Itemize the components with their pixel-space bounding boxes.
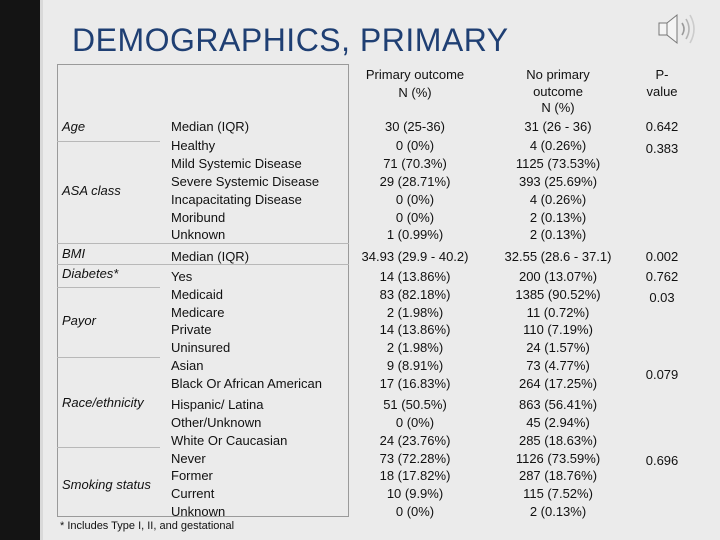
row-primary-value: 83 (82.18%) xyxy=(379,287,451,302)
no-primary-header-line1: No primary xyxy=(526,67,590,82)
row-item: Never xyxy=(171,451,206,466)
primary-header-line1: Primary outcome xyxy=(365,67,465,82)
row-item: Medicaid xyxy=(171,287,224,302)
row-no-primary-value: 285 (18.63%) xyxy=(518,433,598,448)
pvalue-header-line1: P- xyxy=(655,67,669,82)
row-no-primary-value: 264 (17.25%) xyxy=(518,376,598,391)
speaker-icon[interactable] xyxy=(655,10,705,50)
pvalue-race-ethnicity: 0.079 xyxy=(645,367,679,382)
accent-line xyxy=(40,0,43,540)
row-item: Asian xyxy=(171,358,204,373)
pvalue-asa-class: 0.383 xyxy=(645,141,679,156)
row-primary-value: 30 (25-36) xyxy=(385,119,445,134)
row-item: Incapacitating Disease xyxy=(171,192,302,207)
row-no-primary-value: 2 (0.13%) xyxy=(529,210,587,225)
row-primary-value: 34.93 (29.9 - 40.2) xyxy=(361,249,469,264)
row-primary-value: 18 (17.82%) xyxy=(379,468,451,483)
row-no-primary-value: 110 (7.19%) xyxy=(523,322,593,337)
row-no-primary-value: 1125 (73.53%) xyxy=(515,156,601,171)
row-item: Other/Unknown xyxy=(171,415,262,430)
row-item: Healthy xyxy=(171,138,216,153)
row-primary-value: 17 (16.83%) xyxy=(379,376,451,391)
group-divider xyxy=(57,447,160,448)
row-primary-value: 51 (50.5%) xyxy=(383,397,447,412)
group-label-payor: Payor xyxy=(62,313,96,328)
group-divider xyxy=(57,141,160,142)
group-label-bmi: BMI xyxy=(62,246,86,261)
row-primary-value: 14 (13.86%) xyxy=(379,269,451,284)
row-item: Median (IQR) xyxy=(171,119,250,134)
pvalue-payor: 0.03 xyxy=(649,290,675,305)
row-no-primary-value: 287 (18.76%) xyxy=(518,468,598,483)
group-label-race-ethnicity: Race/ethnicity xyxy=(62,395,144,410)
row-no-primary-value: 24 (1.57%) xyxy=(526,340,590,355)
row-item: Private xyxy=(171,322,212,337)
row-item: Hispanic/ Latina xyxy=(171,397,264,412)
row-no-primary-value: 393 (25.69%) xyxy=(518,174,598,189)
pvalue-diabetes: 0.762 xyxy=(645,269,679,284)
row-primary-value: 10 (9.9%) xyxy=(386,486,444,501)
row-primary-value: 1 (0.99%) xyxy=(386,227,444,242)
row-primary-value: 73 (72.28%) xyxy=(379,451,451,466)
row-primary-value: 0 (0%) xyxy=(395,210,435,225)
row-no-primary-value: 2 (0.13%) xyxy=(529,227,587,242)
pvalue-header-line2: value xyxy=(646,84,678,99)
row-item: Former xyxy=(171,468,213,483)
primary-header-line2: N (%) xyxy=(398,85,432,100)
row-no-primary-value: 32.55 (28.6 - 37.1) xyxy=(504,249,612,264)
row-primary-value: 0 (0%) xyxy=(395,415,435,430)
row-item: Severe Systemic Disease xyxy=(171,174,320,189)
group-label-diabetes: Diabetes* xyxy=(62,266,119,281)
row-no-primary-value: 863 (56.41%) xyxy=(518,397,598,412)
slide-title: DEMOGRAPHICS, PRIMARY xyxy=(72,22,509,58)
row-no-primary-value: 73 (4.77%) xyxy=(526,358,590,373)
group-divider xyxy=(57,357,160,358)
row-no-primary-value: 45 (2.94%) xyxy=(526,415,590,430)
pvalue-age: 0.642 xyxy=(645,119,679,134)
pvalue-smoking-status: 0.696 xyxy=(645,453,679,468)
row-primary-value: 2 (1.98%) xyxy=(386,340,444,355)
row-no-primary-value: 200 (13.07%) xyxy=(518,269,598,284)
no-primary-header-line3: N (%) xyxy=(541,100,575,115)
group-label-age: Age xyxy=(62,119,86,134)
pvalue-bmi: 0.002 xyxy=(645,249,679,264)
row-no-primary-value: 4 (0.26%) xyxy=(529,138,587,153)
row-item: Yes xyxy=(171,269,193,284)
row-primary-value: 0 (0%) xyxy=(395,192,435,207)
row-item: Uninsured xyxy=(171,340,231,355)
row-primary-value: 9 (8.91%) xyxy=(386,358,444,373)
row-item: Black Or African American xyxy=(171,376,322,391)
group-label-asa-class: ASA class xyxy=(62,183,121,198)
row-no-primary-value: 2 (0.13%) xyxy=(529,504,587,519)
row-item: Medicare xyxy=(171,305,225,320)
row-primary-value: 0 (0%) xyxy=(395,504,435,519)
row-item: White Or Caucasian xyxy=(171,433,288,448)
row-primary-value: 2 (1.98%) xyxy=(386,305,444,320)
row-no-primary-value: 11 (0.72%) xyxy=(526,305,590,320)
row-primary-value: 29 (28.71%) xyxy=(379,174,451,189)
no-primary-header-line2: outcome xyxy=(533,84,583,99)
row-primary-value: 14 (13.86%) xyxy=(379,322,451,337)
row-primary-value: 0 (0%) xyxy=(395,138,435,153)
group-label-smoking-status: Smoking status xyxy=(62,477,151,492)
row-no-primary-value: 1385 (90.52%) xyxy=(515,287,601,302)
row-no-primary-value: 115 (7.52%) xyxy=(523,486,593,501)
row-item: Moribund xyxy=(171,210,226,225)
row-no-primary-value: 31 (26 - 36) xyxy=(524,119,592,134)
row-item: Current xyxy=(171,486,215,501)
row-item: Mild Systemic Disease xyxy=(171,156,302,171)
row-primary-value: 24 (23.76%) xyxy=(379,433,451,448)
row-no-primary-value: 4 (0.26%) xyxy=(529,192,587,207)
row-item: Unknown xyxy=(171,227,226,242)
row-primary-value: 71 (70.3%) xyxy=(383,156,447,171)
footnote: * Includes Type I, II, and gestational xyxy=(60,520,235,532)
row-item: Median (IQR) xyxy=(171,249,250,264)
accent-bar xyxy=(0,0,40,540)
row-item: Unknown xyxy=(171,504,226,519)
group-divider xyxy=(57,287,160,288)
row-no-primary-value: 1126 (73.59%) xyxy=(515,451,601,466)
